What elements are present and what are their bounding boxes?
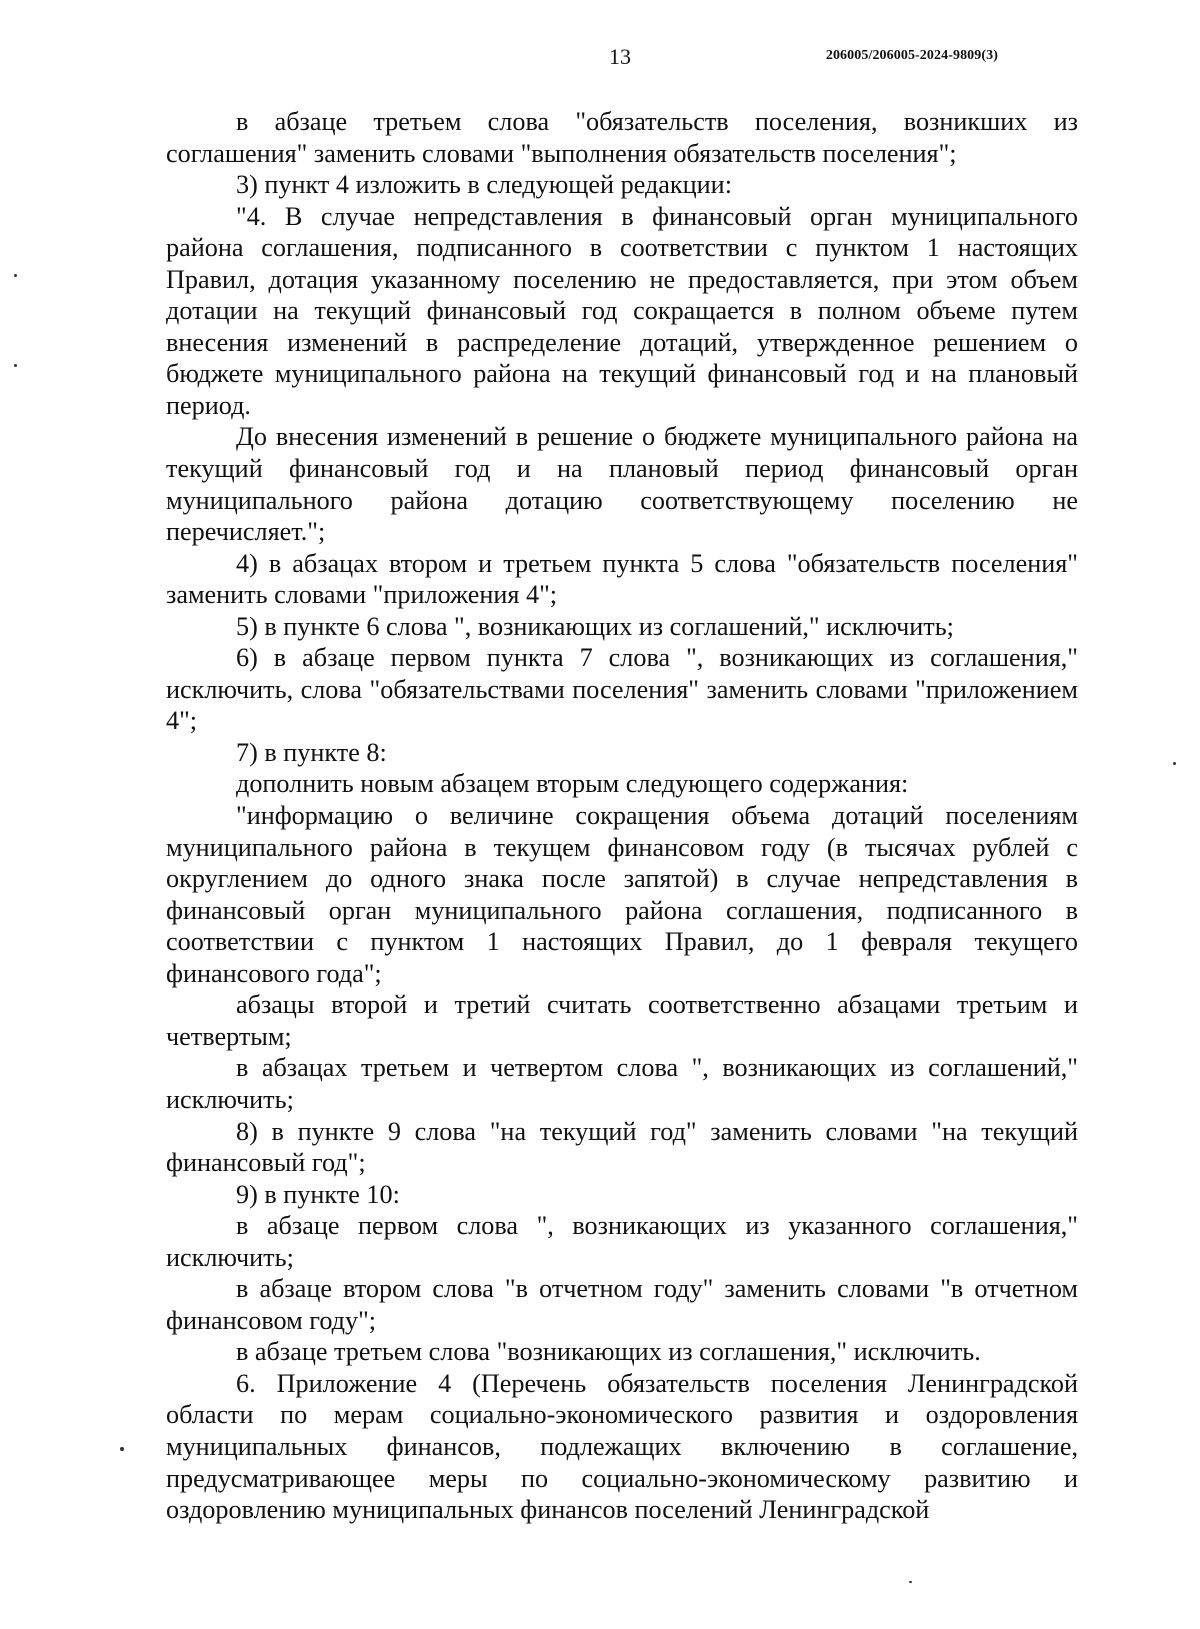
paragraph: 6. Приложение 4 (Перечень обязательств поселения Ленинградской области по мерам социально-экономического развития и оздоровления муниципальных финансов, подлежащих включению в соглашение, предусматривающее меры по социально-экономическому развитию и оздоровлению муниципальных финансов поселений Ленинградской xyxy=(166,1368,1078,1525)
scan-speck xyxy=(120,1447,124,1451)
paragraph: абзацы второй и третий считать соответственно абзацами третьим и четвертым; xyxy=(166,990,1078,1051)
paragraph: 7) в пункте 8: xyxy=(236,737,387,767)
paragraph: в абзаце третьем слова "обязательств поселения, возникших из соглашения" заменить словами "выполнения обязательств поселения"; xyxy=(166,107,1078,168)
scan-speck xyxy=(14,274,17,277)
paragraph: 8) в пункте 9 слова "на текущий год" заменить словами "на текущий финансовый год"; xyxy=(166,1116,1078,1178)
paragraph: дополнить новым абзацем вторым следующего содержания: xyxy=(236,769,909,799)
scan-speck xyxy=(1173,762,1176,765)
paragraph: 5) в пункте 6 слова ", возникающих из соглашений," исключить; xyxy=(236,611,954,641)
paragraph: в абзаце втором слова "в отчетном году" заменить словами "в отчетном финансовом году"; xyxy=(166,1274,1078,1335)
paragraph: "информацию о величине сокращения объема дотаций поселениям муниципального района в текущем финансовом году (в тысячах рублей с округлением до одного знака после запятой) в случае непредставления в финансовый орган муниципального района соглашения, подписанного в соответствии с пунктом 1 настоящих Правил, до 1 февраля текущего финансового года"; xyxy=(166,801,1078,988)
paragraph: 4) в абзацах втором и третьем пункта 5 слова "обязательств поселения" заменить словами "приложения 4"; xyxy=(166,548,1078,610)
paragraph: 6) в абзаце первом пункта 7 слова ", возникающих из соглашения," исключить, слова "обязательствами поселения" заменить словами "приложением 4"; xyxy=(166,643,1078,736)
scan-speck xyxy=(909,1581,912,1583)
paragraph: в абзаце первом слова ", возникающих из указанного соглашения," исключить; xyxy=(166,1211,1078,1272)
paragraph: в абзаце третьем слова "возникающих из соглашения," исключить. xyxy=(236,1337,981,1367)
paragraph: До внесения изменений в решение о бюджете муниципального района на текущий финансовый год и на плановый период финансовый орган муниципального района дотацию соответствующему поселению не перечисляет."; xyxy=(166,422,1078,547)
paragraph: 3) пункт 4 изложить в следующей редакции: xyxy=(236,170,732,200)
document-id: 206005/206005-2024-9809(3) xyxy=(825,48,998,63)
paragraph: "4. В случае непредставления в финансовый орган муниципального района соглашения, подписанного в соответствии с пунктом 1 настоящих Правил, дотация указанному поселению не предоставляется, при этом объем дотации на текущий финансовый год сокращается в полном объеме путем внесения изменений в распределение дотаций, утвержденное решением о бюджете муниципального района на текущий финансовый год и на плановый период. xyxy=(166,201,1078,420)
paragraph: в абзацах третьем и четвертом слова ", возникающих из соглашений," исключить; xyxy=(166,1053,1078,1114)
scan-speck xyxy=(14,364,17,367)
paragraph: 9) в пункте 10: xyxy=(236,1179,400,1209)
page-number: 13 xyxy=(609,44,631,69)
document-body xyxy=(166,106,1078,1526)
